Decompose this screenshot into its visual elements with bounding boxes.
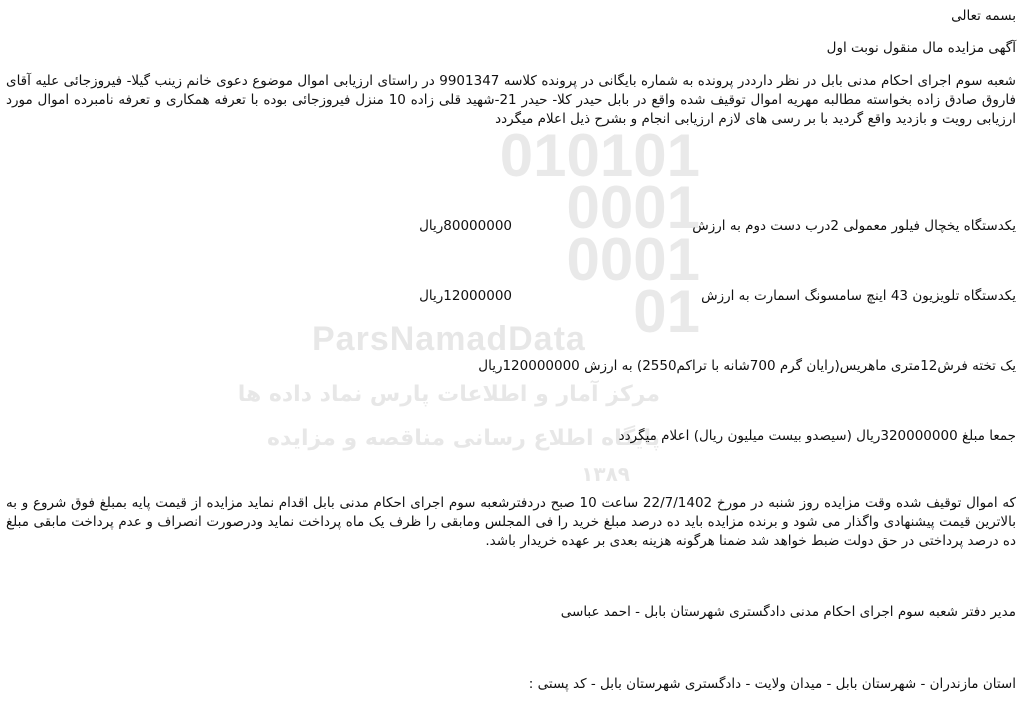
signature-line: مدیر دفتر شعبه سوم اجرای احکام مدنی دادگستری شهرستان بابل - احمد عباسی — [560, 604, 1016, 620]
total-amount: جمعا مبلغ 320000000ریال (سیصدو بیست میلیون ریال) اعلام میگردد — [618, 428, 1016, 444]
watermark-digits-line: 01 — [633, 278, 700, 345]
watermark-logo — [237, 120, 700, 520]
item-value: 12000000ریال — [419, 288, 512, 304]
watermark-digits-line: 010101 — [499, 122, 700, 189]
watermark-digits-line: 0001 — [566, 226, 700, 293]
intro-paragraph: شعبه سوم اجرای احکام مدنی بابل در نظر دارددر پرونده به شماره بایگانی در پرونده کلاسه 9901347 در راستای ارزیابی اموال موضوع دعوی خانم زینب گیلا- فیروزجائی علیه آقای فاروق صادق زاده بخواسته مطالبه مهریه اموال توقیف شده واقع در بابل حیدر کلا- حیدر 21-شهید قلی زاده 10 منزل فیروزجائی بوده با تعرفه همکاری و تعرفه نامبرده اموال مورد ارزیابی رویت و بازدید واقع گردید با بر رسی های لازم ارزیابی انجام و بشرح ذیل اعلام میگردد — [6, 73, 1016, 127]
item-description: یکدستگاه یخچال فیلور معمولی 2درب دست دوم به ارزش — [692, 218, 1016, 234]
item-description: یک تخته فرش12متری ماهریس(رایان گرم 700شانه با تراکم2550) به ارزش 120000000ریال — [478, 358, 1016, 374]
watermark-digits-line: 0001 — [566, 174, 700, 241]
watermark-text: مرکز آمار و اطلاعات پارس نماد داده ها — [237, 382, 660, 407]
watermark-text: پایگاه اطلاع رسانی مناقصه و مزایده — [267, 426, 660, 451]
watermark-brand: ParsNamadData — [312, 320, 586, 358]
basmala: بسمه تعالی — [951, 8, 1016, 24]
address-line: استان مازندران - شهرستان بابل - میدان ولایت - دادگستری شهرستان بابل - کد پستی : — [528, 676, 1016, 692]
auction-terms-paragraph: که اموال توقیف شده وقت مزایده روز شنبه در مورخ 22/7/1402 ساعت 10 صبح دردفترشعبه سوم اجرای احکام مدنی بابل اقدام نماید مزایده از قیمت پایه بمبلغ فوق شروع و به بالاترین قیمت پیشنهادی واگذار می شود و برنده مزایده باید ده درصد مبلغ خرید را فی المجلس ومابقی را ظرف یک ماه پرداخت نماید ودرصورت انصراف و عدم پرداخت مابقی مبلغ ده درصد پرداختی در حق دولت ضبط خواهد شد ضمنا هرگونه هزینه بعدی بر عهده خریدار باشد. — [6, 495, 1016, 549]
item-description: یکدستگاه تلویزیون 43 اینچ سامسونگ اسمارت به ارزش — [701, 288, 1016, 304]
watermark-text: ۱۳۸۹ — [581, 462, 630, 486]
watermark-digits — [499, 122, 700, 345]
notice-title: آگهی مزایده مال منقول نوبت اول — [826, 40, 1016, 56]
item-value: 80000000ریال — [419, 218, 512, 234]
